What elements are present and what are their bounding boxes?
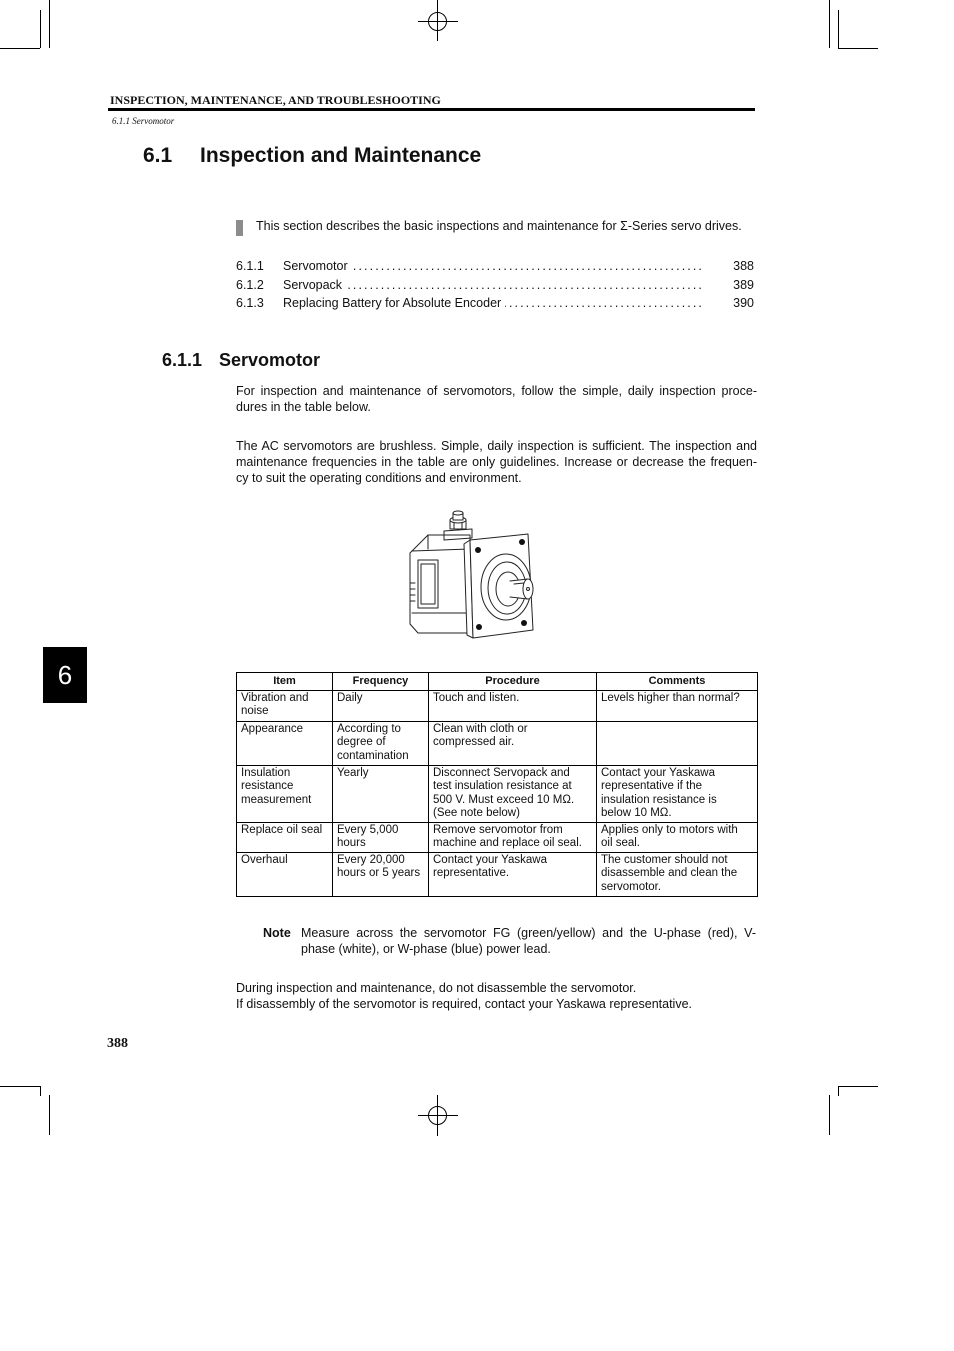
section-heading-number: 6.1.1 bbox=[162, 350, 203, 370]
paragraph-line: maintenance frequencies in the table are only guidelines. Increase or decrease the frequen- bbox=[236, 455, 757, 469]
page-number: 388 bbox=[107, 1036, 128, 1051]
cell-frequency: Every 20,000 hours or 5 years bbox=[333, 853, 429, 897]
cell-comments: The customer should not disassemble and clean the servomotor. bbox=[597, 853, 758, 897]
note-line: Measure across the servomotor FG (green/yellow) and the U-phase (red), V- bbox=[301, 926, 756, 940]
crop-mark-bottom-left bbox=[0, 1086, 50, 1135]
cell-comments: Applies only to motors with oil seal. bbox=[597, 823, 758, 853]
closing-paragraph bbox=[236, 980, 757, 1012]
cell-procedure: Contact your Yaskawa representative. bbox=[429, 853, 597, 897]
toc-dot-leader bbox=[346, 276, 704, 295]
toc-entry-title: Replacing Battery for Absolute Encoder bbox=[283, 296, 502, 310]
column-header-comments: Comments bbox=[597, 673, 758, 691]
column-header-item: Item bbox=[237, 673, 333, 691]
cell-frequency: Yearly bbox=[333, 766, 429, 823]
crop-mark-top-right bbox=[830, 0, 879, 49]
toc-entry-page: 390 bbox=[733, 296, 754, 310]
section-heading-text: Servomotor bbox=[219, 350, 321, 370]
running-subheader: 6.1.1 Servomotor bbox=[112, 116, 175, 126]
crop-mark-top-left bbox=[0, 0, 50, 49]
header-rule bbox=[108, 108, 755, 111]
crop-mark-bottom-right bbox=[830, 1086, 879, 1135]
table-row bbox=[237, 853, 758, 897]
toc-entry-title: Servomotor bbox=[283, 259, 348, 273]
paragraph-line: The AC servomotors are brushless. Simple, daily inspection is sufficient. The inspection and bbox=[236, 439, 757, 453]
running-header: INSPECTION, MAINTENANCE, AND TROUBLESHOOTING bbox=[110, 93, 441, 107]
toc-entry-page: 388 bbox=[733, 259, 754, 273]
toc-entry[interactable] bbox=[236, 294, 754, 313]
toc-entry-number: 6.1.1 bbox=[236, 259, 264, 273]
motor-shaft bbox=[510, 579, 533, 599]
connector-icon bbox=[444, 511, 472, 540]
cell-frequency: Every 5,000 hours bbox=[333, 823, 429, 853]
cell-procedure: Touch and listen. bbox=[429, 691, 597, 722]
motor-body bbox=[410, 535, 470, 633]
page-title-number: 6.1 bbox=[143, 144, 173, 167]
cell-comments bbox=[597, 722, 758, 766]
toc-entry[interactable] bbox=[236, 276, 754, 295]
inspection-table bbox=[236, 672, 758, 897]
cell-item: Appearance bbox=[237, 722, 333, 766]
cell-frequency: Daily bbox=[333, 691, 429, 722]
cell-procedure: Remove servomotor from machine and replace oil seal. bbox=[429, 823, 597, 853]
toc-entry-title-wrap bbox=[283, 294, 704, 313]
cell-item: Vibration and noise bbox=[237, 691, 333, 722]
toc-entry-number: 6.1.3 bbox=[236, 296, 264, 310]
toc-dot-leader bbox=[505, 294, 704, 313]
cell-frequency: According to degree of contamination bbox=[333, 722, 429, 766]
cell-procedure: Clean with cloth or compressed air. bbox=[429, 722, 597, 766]
registration-mark-top bbox=[418, 0, 458, 41]
cell-item: Overhaul bbox=[237, 853, 333, 897]
cell-comments: Contact your Yaskawa representative if the insulation resistance is below 10 MΩ. bbox=[597, 766, 758, 823]
paragraph-line: For inspection and maintenance of servomotors, follow the simple, daily inspection proce- bbox=[236, 384, 757, 398]
toc-entry-title: Servopack bbox=[283, 277, 343, 292]
cell-comments: Levels higher than normal? bbox=[597, 691, 758, 722]
cell-procedure: Disconnect Servopack and test insulation resistance at 500 V. Must exceed 10 MΩ. (See note below) bbox=[429, 766, 597, 823]
servomotor-illustration bbox=[400, 505, 540, 645]
chapter-tab: 6 bbox=[43, 647, 87, 703]
cell-item: Insulation resistance measurement bbox=[237, 766, 333, 823]
table-row bbox=[237, 823, 758, 853]
paragraph-line: cy to suit the operating conditions and environment. bbox=[236, 471, 522, 485]
closing-line: During inspection and maintenance, do not disassemble the servomotor. bbox=[236, 981, 637, 995]
section-bullet-icon bbox=[236, 220, 243, 236]
toc-entry-title-wrap bbox=[283, 276, 704, 295]
cell-item: Replace oil seal bbox=[237, 823, 333, 853]
table-row bbox=[237, 722, 758, 766]
column-header-procedure: Procedure bbox=[429, 673, 597, 691]
section-heading bbox=[162, 351, 422, 371]
page-title bbox=[143, 145, 563, 169]
page-title-text: Inspection and Maintenance bbox=[200, 144, 482, 167]
registration-mark-bottom bbox=[418, 1095, 458, 1136]
toc-entry-title-wrap bbox=[283, 257, 704, 276]
toc-entry[interactable] bbox=[236, 257, 754, 276]
toc-dot-leader bbox=[352, 257, 704, 276]
note-line: phase (white), or W-phase (blue) power lead. bbox=[301, 942, 551, 956]
paragraph-line: dures in the table below. bbox=[236, 400, 371, 414]
note-label: Note bbox=[263, 926, 291, 940]
table-row bbox=[237, 766, 758, 823]
toc-entry-number: 6.1.2 bbox=[236, 277, 264, 292]
paragraph-daily-inspection bbox=[236, 383, 757, 415]
paragraph-brushless-motors bbox=[236, 438, 757, 486]
table-row bbox=[237, 691, 758, 722]
note-text bbox=[301, 925, 756, 957]
toc-entry-page: 389 bbox=[733, 277, 754, 292]
note-block bbox=[263, 925, 757, 957]
table-header-row bbox=[237, 673, 758, 691]
section-intro: This section describes the basic inspections and maintenance for Σ-Series servo drives. bbox=[256, 219, 742, 233]
column-header-frequency: Frequency bbox=[333, 673, 429, 691]
closing-line: If disassembly of the servomotor is required, contact your Yaskawa representative. bbox=[236, 997, 692, 1011]
